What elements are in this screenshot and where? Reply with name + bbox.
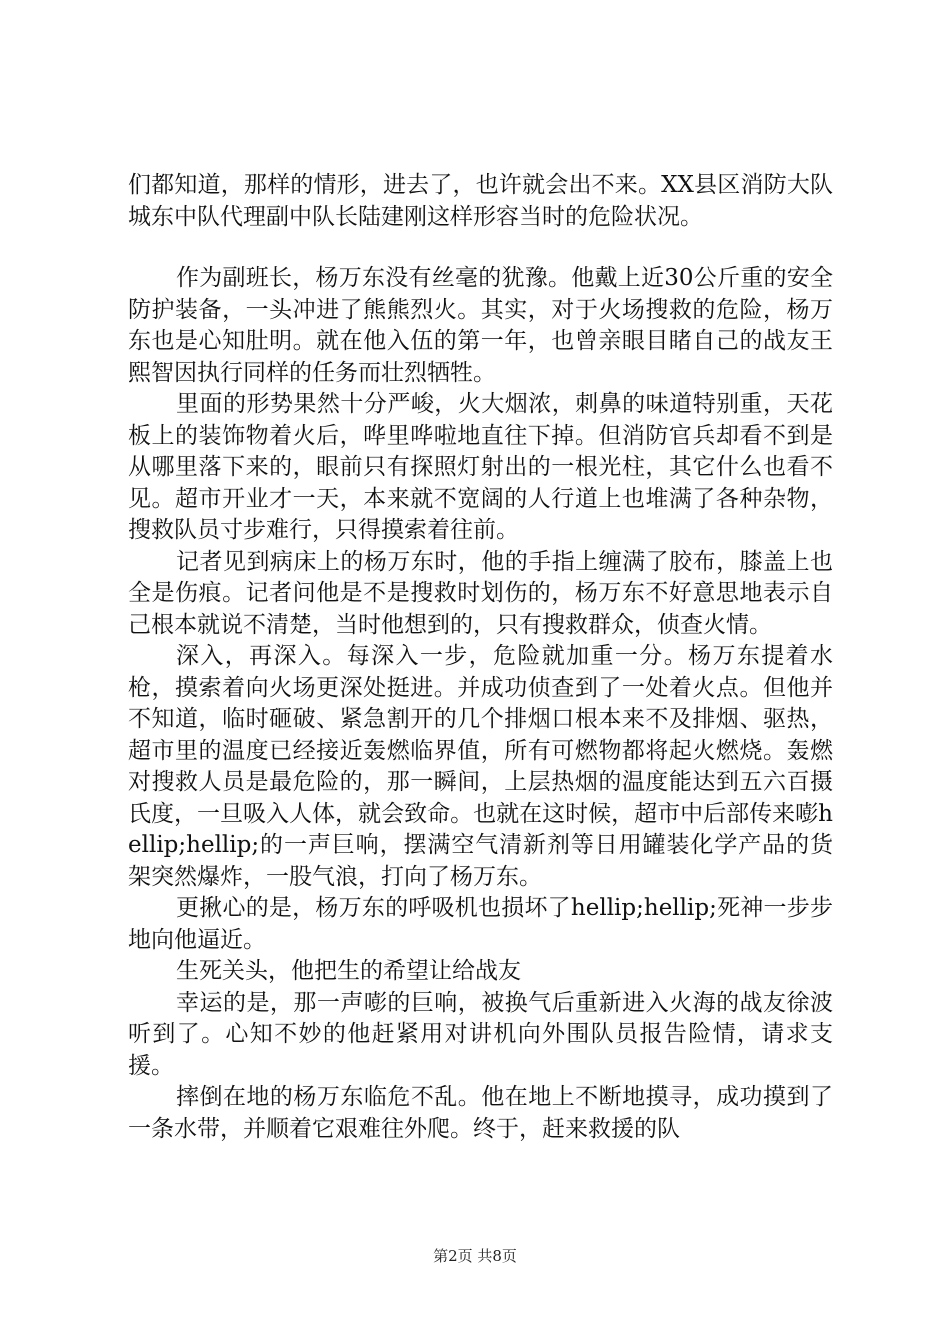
paragraph-7: 幸运的是，那一声嘭的巨响，被换气后重新进入火海的战友徐波听到了。心知不妙的他赶紧用对讲机向外围队员报告险情，请求支援。	[128, 989, 833, 1079]
paragraph-1: 们都知道，那样的情形，进去了，也许就会出不来。XX县区消防大队城东中队代理副中队长陆建刚这样形容当时的危险状况。	[128, 172, 833, 230]
paragraph-6: 更揪心的是，杨万东的呼吸机也损坏了hellip;hellip;死神一步步地向他逼近。	[128, 895, 833, 953]
paragraph-5: 深入，再深入。每深入一步，危险就加重一分。杨万东提着水枪，摸索着向火场更深处挺进。并成功侦查到了一处着火点。但他并不知道，临时砸破、紧急割开的几个排烟口根本来不及排烟、驱热，超市里的温度已经接近轰燃临界值，所有可燃物都将起火燃烧。轰燃对搜救人员是最危险的，那一瞬间，上层热烟的温度能达到五六百摄氏度，一旦吸入人体，就会致命。也就在这时候，超市中后部传来嘭hellip;hellip;的一声巨响，摆满空气清新剂等日用罐装化学产品的货架突然爆炸，一股气浪，打向了杨万东。	[128, 643, 833, 890]
page-footer: 第2页 共8页	[433, 1247, 517, 1265]
paragraph-8: 摔倒在地的杨万东临危不乱。他在地上不断地摸寻，成功摸到了一条水带，并顺着它艰难往外爬。终于，赶来救援的队	[128, 1084, 833, 1142]
paragraph-4: 记者见到病床上的杨万东时，他的手指上缠满了胶布，膝盖上也全是伤痕。记者问他是不是搜救时划伤的，杨万东不好意思地表示自己根本就说不清楚，当时他想到的，只有搜救群众，侦查火情。	[128, 548, 833, 638]
paragraph-3: 里面的形势果然十分严峻，火大烟浓，刺鼻的味道特别重，天花板上的装饰物着火后，哗里哗啦地直往下掉。但消防官兵却看不到是从哪里落下来的，眼前只有探照灯射出的一根光柱，其它什么也看不见。超市开业才一天，本来就不宽阔的人行道上也堆满了各种杂物，搜救队员寸步难行，只得摸索着往前。	[128, 391, 833, 543]
section-heading: 生死关头，他把生的希望让给战友	[176, 958, 521, 984]
article-body	[128, 170, 833, 1145]
paragraph-2: 作为副班长，杨万东没有丝毫的犹豫。他戴上近30公斤重的安全防护装备，一头冲进了熊熊烈火。其实，对于火场搜救的危险，杨万东也是心知肚明。就在他入伍的第一年，也曾亲眼目睹自己的战友王熙智因执行同样的任务而壮烈牺牲。	[128, 265, 833, 386]
